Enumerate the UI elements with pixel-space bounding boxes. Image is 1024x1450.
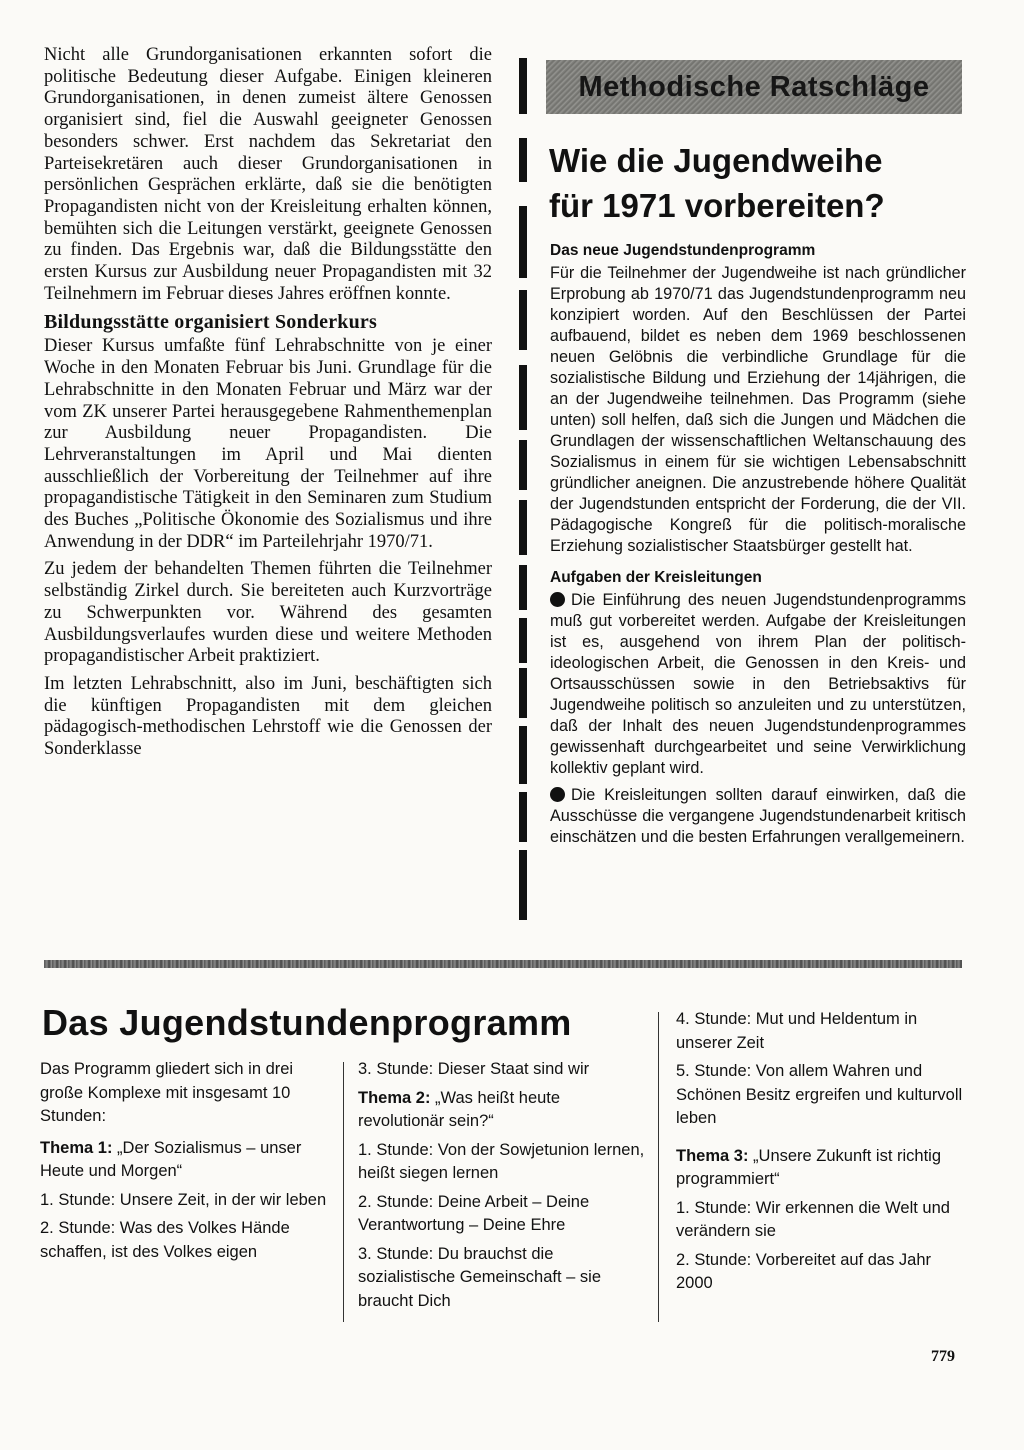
thema-3 bbox=[676, 1145, 964, 1192]
horizontal-divider bbox=[44, 960, 962, 968]
thema-1 bbox=[40, 1137, 330, 1184]
left-paragraph-1: Dieser Kursus umfaßte fünf Lehrabschnitte von je einer Woche in den Monaten Februar bis Juni. Grundlage für die Lehrabschnitte in den Monaten Februar und März war der vom ZK unserer Partei herausgegebene Rahmenthemenplan zur Ausbildung neuer Propagandisten. Die Lehrveranstaltungen im April und Mai dienten ausschließlich der Vorbereitung der Teilnehmer auf ihre propagandistische Tätigkeit in den Seminaren zum Studium des Buches „Politische Ökonomie des Sozialismus und ihre Anwendung in der DDR“ im Parteilehrjahr 1970/71. bbox=[44, 336, 492, 552]
headline-line-2: für 1971 vorbereiten? bbox=[549, 187, 885, 224]
program-column-2 bbox=[358, 1058, 648, 1318]
left-paragraph-3: Im letzten Lehrabschnitt, also im Juni, beschäftigten sich die künftigen Propagandisten mit dem gleichen pädagogisch-methodischen Lehrstoff wie die Genossen der Sonderklasse bbox=[44, 673, 492, 760]
thema-2-stunde-3: 3. Stunde: Du brauchst die sozialistische Gemeinschaft – sie braucht Dich bbox=[358, 1244, 602, 1310]
thema-2-stunde-4: 4. Stunde: Mut und Heldentum in unserer Zeit bbox=[676, 1010, 918, 1052]
margin-bar bbox=[519, 365, 527, 430]
margin-bar bbox=[519, 618, 527, 663]
thema-2-stunde-1: 1. Stunde: Von der Sowjetunion lernen, heißt siegen lernen bbox=[358, 1140, 645, 1182]
page-number: 779 bbox=[931, 1348, 955, 1365]
program-title: Das Jugendstundenprogramm bbox=[42, 1002, 572, 1043]
program-column-1 bbox=[40, 1058, 330, 1269]
headline-line-1: Wie die Jugendweihe bbox=[549, 142, 883, 179]
column-rule bbox=[343, 1062, 344, 1322]
bullet-text-1: Die Einführung des neuen Jugendstundenprogramms muß gut vorbereitet werden. Aufgabe der Kreisleitungen ist es, ausgehend von ihrem Plan der politisch-ideologischen Arbeit, die Genossen in den Kreis- und Ortsausschüssen sowie in den Betriebsaktivs für Jugendweihe politisch so anzuleiten und zu unterstützen, daß der Inhalt des neuen Jugendstundenprogrammes gewissenhaft durchgearbeitet und seine Verwirklichung kollektiv geplant wird. bbox=[550, 591, 966, 777]
margin-bar bbox=[519, 726, 527, 784]
margin-bar bbox=[519, 850, 527, 920]
margin-bar bbox=[519, 440, 527, 490]
margin-bar bbox=[519, 668, 527, 718]
left-article-column bbox=[44, 45, 492, 767]
thema-3-label: Thema 3: bbox=[676, 1146, 749, 1165]
section-heading-tasks: Aufgaben der Kreisleitungen bbox=[550, 569, 762, 586]
section-heading-program: Das neue Jugendstundenprogramm bbox=[550, 242, 816, 259]
margin-bar bbox=[519, 290, 527, 350]
margin-bar bbox=[519, 792, 527, 842]
thema-3-stunde-2: 2. Stunde: Vorbereitet auf das Jahr 2000 bbox=[676, 1250, 932, 1292]
thema-1-stunde-3: 3. Stunde: Dieser Staat sind wir bbox=[358, 1060, 590, 1078]
bullet-icon bbox=[550, 787, 565, 802]
margin-bar bbox=[519, 565, 527, 610]
program-column-3 bbox=[676, 1008, 964, 1301]
thema-1-stunde-1: 1. Stunde: Unsere Zeit, in der wir leben bbox=[40, 1190, 327, 1209]
thema-1-label: Thema 1: bbox=[40, 1138, 113, 1157]
thema-2-stunde-5: 5. Stunde: Von allem Wahren und Schönen Besitz ergreifen und kulturvoll leben bbox=[676, 1062, 963, 1127]
thema-2 bbox=[358, 1087, 648, 1134]
bullet-icon bbox=[550, 592, 565, 607]
bullet-text-2: Die Kreisleitungen sollten darauf einwirken, daß die Ausschüsse die vergangene Jugendstundenarbeit kritisch einschätzen und die besten Erfahrungen verallgemeinern. bbox=[550, 786, 966, 846]
left-section-heading: Bildungsstätte organisiert Sonderkurs bbox=[44, 311, 377, 334]
thema-3-stunde-1: 1. Stunde: Wir erkennen die Welt und verändern sie bbox=[676, 1198, 950, 1240]
right-article-column bbox=[550, 242, 966, 848]
margin-bar bbox=[519, 138, 527, 182]
program-intro: Das Programm gliedert sich in drei große Komplexe mit insgesamt 10 Stunden: bbox=[40, 1060, 294, 1125]
margin-bar bbox=[519, 58, 527, 114]
margin-bar bbox=[519, 206, 527, 278]
thema-2-title: „Was heißt heute revolutionär sein?“ bbox=[358, 1088, 561, 1130]
column-rule bbox=[658, 1012, 659, 1322]
thema-2-label: Thema 2: bbox=[358, 1088, 431, 1107]
bullet-paragraph-1 bbox=[550, 590, 966, 779]
banner-label: Methodische Ratschläge bbox=[578, 70, 930, 103]
program-description: Für die Teilnehmer der Jugendweihe ist nach gründlicher Erprobung ab 1970/71 das Jugendstundenprogramm neu konzipiert worden. Auf den Beschlüssen der Partei aufbauend, bildet es neben dem 1969 beschlossenen neuen Gelöbnis die verbindliche Grundlage für die sozialistische Bildung und Erziehung der 14jährigen, die an der Jugendweihe teilnehmen. Das Programm (siehe unten) soll helfen, daß sich die Jungen und Mädchen die Grundlagen der wissenschaftlichen Weltanschauung des Sozialismus in einem für sie wichtigen Lebensabschnitt gründlicher aneignen. Die anzustrebende höhere Qualität der Jugendstunden entspricht der Forderung, die der VII. Pädagogische Kongreß für die politisch-moralische Erziehung sozialistischer Staatsbürger gestellt hat. bbox=[550, 264, 966, 555]
left-paragraph-intro: Nicht alle Grundorganisationen erkannten sofort die politische Bedeutung dieser Aufgabe. Einigen kleineren Grundorganisationen, in denen zumeist ältere Genossen organisiert sind, fiel die Auswahl geeigneter Genossen besonders schwer. Erst nachdem das Sekretariat den Parteisekretären auch dieser Grundorganisationen in persönlichen Gesprächen erklärte, daß sie die benötigten Propagandisten nicht von der Kreisleitung erhalten können, bemühten sich die Leitungen verstärkt, geeignete Genossen zu finden. Das Ergebnis war, daß die Bildungsstätte den ersten Kursus zur Ausbildung neuer Propagandisten mit 32 Teilnehmern im Februar dieses Jahres eröffnen konnte. bbox=[44, 45, 492, 304]
article-headline bbox=[549, 138, 969, 228]
section-banner bbox=[546, 60, 962, 114]
thema-2-stunde-2: 2. Stunde: Deine Arbeit – Deine Verantwortung – Deine Ehre bbox=[358, 1192, 590, 1234]
bullet-paragraph-2 bbox=[550, 785, 966, 848]
margin-bar bbox=[519, 500, 527, 555]
left-paragraph-2: Zu jedem der behandelten Themen führten die Teilnehmer selbständig Zirkel durch. Sie bereiteten auch Kurzvorträge zu Schwerpunkten vor. Während des gesamten Ausbildungsverlaufes wurden diese und weitere Methoden propagandistischer Arbeit praktiziert. bbox=[44, 559, 492, 667]
thema-1-stunde-2: 2. Stunde: Was des Volkes Hände schaffen, ist des Volkes eigen bbox=[40, 1219, 290, 1261]
thema-1-title: „Der Sozialismus – unser Heute und Morgen“ bbox=[40, 1138, 302, 1180]
thema-3-title: „Unsere Zukunft ist richtig programmiert“ bbox=[676, 1146, 942, 1188]
